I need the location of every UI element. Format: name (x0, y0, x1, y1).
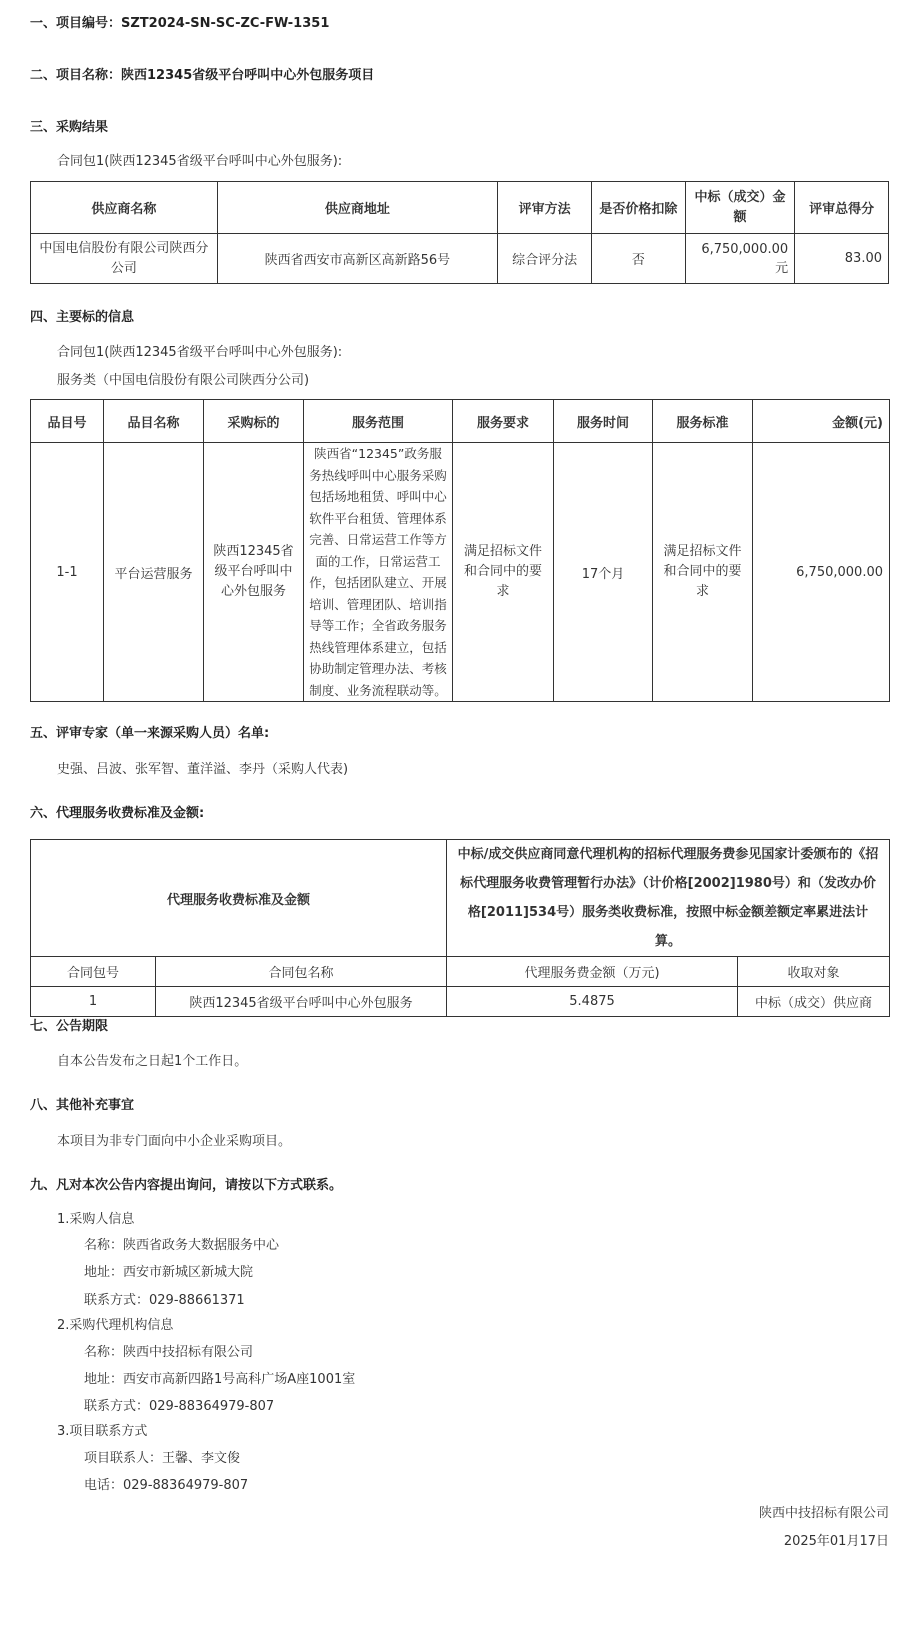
section-title-contact: 九、凡对本次公告内容提出询问，请按以下方式联系。 (30, 1178, 343, 1193)
package-label-subject: 合同包1(陕西12345省级平台呼叫中心外包服务): (57, 345, 343, 360)
project-name-value: 陕西12345省级平台呼叫中心外包服务项目 (121, 68, 375, 83)
table-header: 收取对象 (738, 957, 890, 987)
expert-names: 史强、吕波、张军智、董洋溢、李丹（采购人代表) (57, 762, 349, 777)
section-title-other: 八、其他补充事宜 (30, 1098, 135, 1113)
supplier-name-cell: 中国电信股份有限公司陕西分公司 (31, 234, 218, 284)
price-deduction-cell: 否 (592, 234, 686, 284)
section-title-result: 三、采购结果 (30, 120, 109, 135)
project-number-label: 一、项目编号： (30, 16, 122, 31)
table-header: 供应商地址 (217, 182, 498, 234)
service-time-cell: 17个月 (554, 443, 653, 702)
table-header: 品目名称 (104, 400, 204, 443)
section-title-period: 七、公告期限 (30, 1019, 109, 1034)
table-header: 评审方法 (498, 182, 592, 234)
table-row (31, 443, 890, 702)
table-header-row (31, 400, 890, 443)
table-header: 供应商名称 (31, 182, 218, 234)
agency-fee-cell: 5.4875 (447, 987, 738, 1017)
agency-title: 2.采购代理机构信息 (57, 1318, 174, 1333)
other-text: 本项目为非专门面向中小企业采购项目。 (57, 1134, 292, 1149)
agency-address: 地址：西安市高新四路1号高科广场A座1001室 (84, 1372, 356, 1387)
service-scope-cell: 陕西省“12345”政务服务热线呼叫中心服务采购包括场地租赁、呼叫中心软件平台租赁、管理体系完善、日常运营工作等方面的工作，日常运营工作，包括团队建立、开展培训、管理团队、培训指导等工作；全省政务服务热线管理体系建立，包括协助制定管理办法、考核制度、业务流程联动等。 (304, 443, 453, 702)
project-name-label: 二、项目名称： (30, 68, 122, 83)
purchaser-name: 名称：陕西省政务大数据服务中心 (84, 1238, 280, 1253)
item-name-cell: 平台运营服务 (104, 443, 204, 702)
footer-date: 2025年01月17日 (783, 1534, 889, 1549)
table-header: 评审总得分 (795, 182, 889, 234)
review-method-cell: 综合评分法 (498, 234, 592, 284)
section-title-subject: 四、主要标的信息 (30, 310, 135, 325)
project-name (30, 64, 374, 83)
package-name-cell: 陕西12345省级平台呼叫中心外包服务 (156, 987, 447, 1017)
table-header: 是否价格扣除 (592, 182, 686, 234)
service-standard-cell: 满足招标文件和合同中的要求 (653, 443, 753, 702)
table-header: 服务范围 (304, 400, 453, 443)
table-header: 合同包号 (31, 957, 156, 987)
project-contact-title: 3.项目联系方式 (57, 1424, 148, 1439)
amount-cell: 6,750,000.00 (753, 443, 890, 702)
service-requirement-cell: 满足招标文件和合同中的要求 (453, 443, 554, 702)
table-header-row (31, 182, 889, 234)
total-score-cell: 83.00 (795, 234, 889, 284)
supplier-address-cell: 陕西省西安市高新区高新路56号 (217, 234, 498, 284)
fee-standard-text: 中标/成交供应商同意代理机构的招标代理服务费参见国家计委颁布的《招标代理服务收费管理暂行办法》（计价格[2002]1980号）和（发改办价格[2011]534号）服务类收费标准，按照中标金额差额定率累进法计算。 (447, 840, 890, 957)
service-category: 服务类（中国电信股份有限公司陕西分公司) (57, 373, 310, 388)
agency-phone: 联系方式：029-88364979-807 (84, 1399, 275, 1414)
table-header: 金额(元) (753, 400, 890, 443)
project-number-value: SZT2024-SN-SC-ZC-FW-1351 (121, 16, 330, 31)
table-header: 中标（成交）金额 (685, 182, 794, 234)
package-label-result: 合同包1(陕西12345省级平台呼叫中心外包服务): (57, 154, 343, 169)
period-text: 自本公告发布之日起1个工作日。 (57, 1054, 248, 1069)
project-contact-phone: 电话：029-88364979-807 (84, 1478, 249, 1493)
package-number-cell: 1 (31, 987, 156, 1017)
subject-table (30, 399, 890, 702)
fee-standard-row (31, 840, 890, 957)
table-row (31, 234, 889, 284)
table-header: 服务时间 (554, 400, 653, 443)
section-title-experts: 五、评审专家（单一来源采购人员）名单: (30, 726, 270, 741)
fee-payer-cell: 中标（成交）供应商 (738, 987, 890, 1017)
project-number (30, 12, 329, 31)
fee-standard-label: 代理服务收费标准及金额 (31, 840, 447, 957)
purchaser-address: 地址：西安市新城区新城大院 (84, 1265, 254, 1280)
purchaser-phone: 联系方式：029-88661371 (84, 1293, 245, 1308)
table-header: 合同包名称 (156, 957, 447, 987)
procurement-subject-cell: 陕西12345省级平台呼叫中心外包服务 (204, 443, 304, 702)
project-contact-person: 项目联系人：王馨、李文俊 (84, 1451, 241, 1466)
agency-fee-table (30, 839, 890, 1017)
table-header: 服务要求 (453, 400, 554, 443)
footer-company: 陕西中技招标有限公司 (758, 1506, 889, 1521)
purchaser-title: 1.采购人信息 (57, 1212, 135, 1227)
agency-name: 名称：陕西中技招标有限公司 (84, 1345, 254, 1360)
table-row (31, 987, 890, 1017)
item-number-cell: 1-1 (31, 443, 104, 702)
section-title-agency-fee: 六、代理服务收费标准及金额: (30, 806, 205, 821)
table-header: 代理服务费金额（万元) (447, 957, 738, 987)
table-header: 采购标的 (204, 400, 304, 443)
table-header: 服务标准 (653, 400, 753, 443)
result-table (30, 181, 889, 284)
award-amount-cell: 6,750,000.00元 (685, 234, 794, 284)
table-header-row (31, 957, 890, 987)
table-header: 品目号 (31, 400, 104, 443)
